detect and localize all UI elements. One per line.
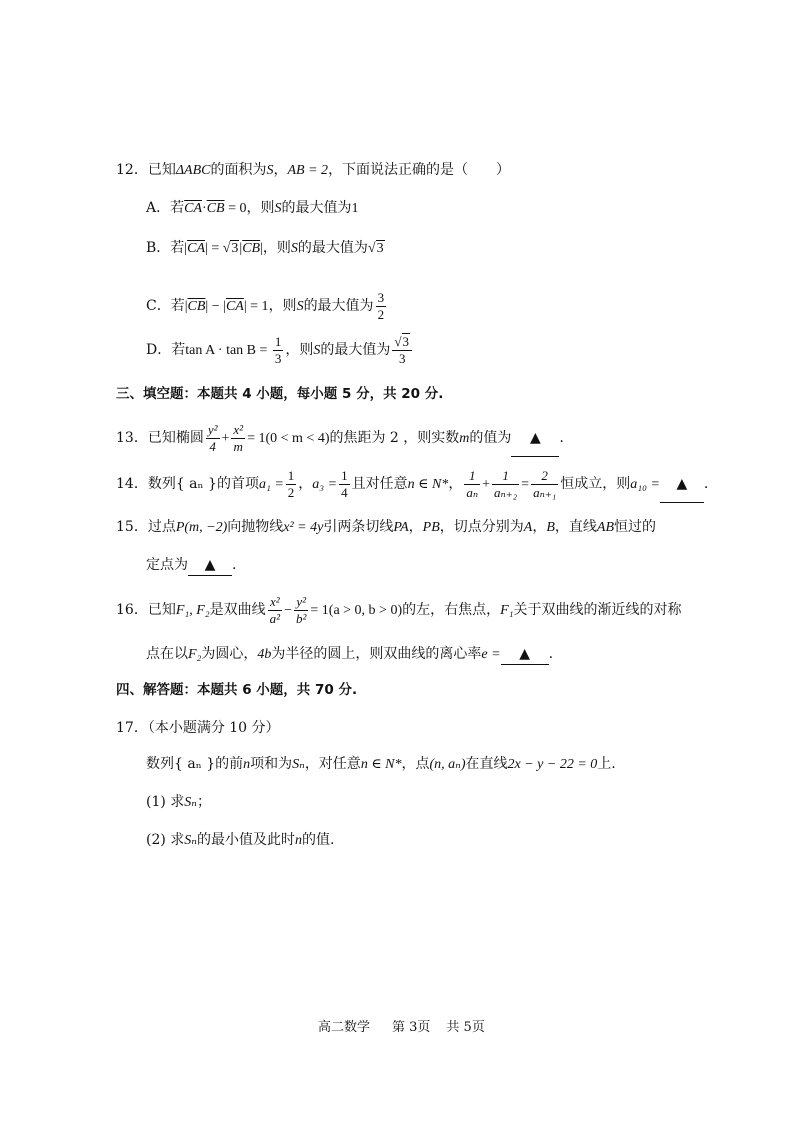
numerator: 1 bbox=[464, 468, 480, 485]
math: 1 bbox=[351, 201, 359, 216]
math: 2x − y − 22 = 0 bbox=[507, 757, 598, 772]
question-17-header bbox=[116, 718, 280, 738]
text: 求 bbox=[170, 832, 185, 848]
math: + bbox=[221, 431, 230, 446]
text: ，对任意 bbox=[304, 756, 361, 772]
math: a₁ = bbox=[258, 477, 284, 492]
text: 的最小值及此时 bbox=[196, 832, 295, 848]
fraction bbox=[268, 594, 282, 627]
text: 上. bbox=[597, 756, 616, 772]
text: 在直线 bbox=[465, 756, 508, 772]
math: Sₙ bbox=[292, 757, 305, 772]
numerator: 3 bbox=[377, 289, 385, 305]
math: S bbox=[266, 163, 274, 178]
text: 数列{ aₙ }的前 bbox=[146, 756, 244, 772]
denominator: aₙ₊₁ bbox=[533, 484, 557, 500]
math: Sₙ bbox=[184, 833, 197, 848]
answer-blank: ▲ bbox=[501, 644, 549, 665]
numerator: 1 bbox=[287, 467, 295, 483]
math: n bbox=[243, 757, 251, 772]
vector: $\overline{CA}$ bbox=[187, 241, 205, 256]
question-number: 16． bbox=[116, 602, 148, 618]
text: 若 bbox=[170, 298, 185, 314]
math: S bbox=[313, 343, 321, 358]
text: ，下面说法正确的是（ ） bbox=[328, 162, 511, 178]
math: B bbox=[546, 520, 555, 535]
text: 的左，右焦点， bbox=[402, 602, 501, 618]
text: ， bbox=[273, 162, 288, 178]
footer-subject: 高二数学 bbox=[318, 1020, 371, 1035]
denominator: b² bbox=[295, 610, 307, 626]
math: x² = 4y bbox=[283, 520, 324, 535]
question-15-line-1 bbox=[116, 517, 656, 538]
text: 若 bbox=[170, 240, 185, 256]
numerator: 2 bbox=[531, 468, 558, 485]
fraction bbox=[273, 334, 284, 367]
question-15-line-2 bbox=[146, 555, 236, 576]
text: ， bbox=[298, 476, 313, 492]
text: . bbox=[548, 646, 554, 662]
math: = bbox=[207, 241, 223, 256]
text: 引两条切线 bbox=[323, 519, 394, 535]
question-13 bbox=[116, 420, 564, 457]
question-12-option-b: B．若$|\overline{CA}| = √3|\overline{CB}|$，则S的最大值为√3 bbox=[146, 240, 384, 256]
text: ， bbox=[448, 476, 463, 492]
text: ； bbox=[196, 794, 211, 810]
text: ，点 bbox=[401, 756, 430, 772]
text: 为圆心， bbox=[201, 646, 258, 662]
math: ΔABC bbox=[175, 163, 211, 178]
fraction bbox=[286, 468, 297, 501]
fraction bbox=[531, 468, 558, 501]
footer-total-pages: 共 5页 bbox=[446, 1020, 485, 1035]
part-label: (1) bbox=[146, 794, 166, 810]
denominator: 2 bbox=[287, 484, 295, 500]
question-number: 12． bbox=[116, 162, 148, 178]
math: (n, aₙ) bbox=[429, 757, 466, 772]
numerator: x² bbox=[233, 421, 244, 437]
text: 数列{ aₙ }的首项 bbox=[147, 476, 259, 492]
text: 恒过的 bbox=[614, 519, 656, 535]
section-heading-fill-in: 三、填空题：本题共 4 小题，每小题 5 分，共 20 分. bbox=[116, 386, 444, 402]
math: = 1 bbox=[246, 299, 269, 314]
fraction bbox=[231, 422, 245, 455]
math: AB = 2 bbox=[287, 163, 329, 178]
question-12-option-c: C．若$|\overline{CB}| - |\overline{CA}| = 1$，则S的最大值为 $\frac{3}{2}$ bbox=[146, 289, 385, 322]
text: 且对任意 bbox=[351, 476, 408, 492]
footer-page-number: 第 3页 bbox=[392, 1020, 431, 1035]
denominator: 4 bbox=[209, 438, 216, 454]
vector: $\overline{CB}$ bbox=[206, 201, 225, 216]
denominator: aₙ bbox=[466, 484, 479, 500]
numerator: y² bbox=[207, 421, 218, 437]
text: ， bbox=[532, 519, 547, 535]
question-number: 15． bbox=[116, 519, 148, 535]
text: ，切点分别为 bbox=[439, 519, 524, 535]
math: AB bbox=[596, 520, 614, 535]
math: PB bbox=[422, 520, 440, 535]
text: 向抛物线 bbox=[227, 519, 284, 535]
text: ，则 bbox=[268, 298, 297, 314]
fraction: $\frac{√3}{3}$ bbox=[392, 334, 412, 367]
text: 已知 bbox=[147, 162, 176, 178]
numerator: 1 bbox=[274, 333, 282, 349]
text: 的最大值为 bbox=[320, 342, 391, 358]
denominator: a² bbox=[269, 610, 281, 626]
question-number: 14． bbox=[116, 476, 148, 492]
answer-blank: ▲ bbox=[511, 420, 559, 457]
question-number: 17． bbox=[116, 720, 148, 736]
math: = 1(0 < m < 4) bbox=[247, 431, 330, 446]
text: ，直线 bbox=[554, 519, 597, 535]
text: 定点为 bbox=[146, 557, 188, 573]
text: 的最大值为 bbox=[281, 200, 352, 216]
numerator: 1 bbox=[341, 467, 348, 483]
option-label: C． bbox=[146, 298, 171, 314]
question-17-stem bbox=[146, 754, 616, 775]
math: F₂ bbox=[188, 647, 202, 662]
denominator: 2 bbox=[377, 306, 385, 322]
text: 点在以 bbox=[146, 646, 188, 662]
text: 求 bbox=[170, 794, 185, 810]
numerator: y² bbox=[294, 594, 308, 611]
text: 恒成立，则 bbox=[560, 476, 631, 492]
math: e = bbox=[481, 647, 501, 662]
text: 的值. bbox=[301, 832, 335, 848]
math: = 1(a > 0, b > 0) bbox=[310, 603, 403, 618]
math: = 0 bbox=[224, 201, 247, 216]
text: ，则 bbox=[246, 200, 275, 216]
math: P(m, −2) bbox=[175, 520, 228, 535]
text: . bbox=[232, 557, 237, 573]
math: F₁ bbox=[500, 603, 514, 618]
question-12-option-d bbox=[146, 332, 414, 369]
text: . bbox=[559, 430, 564, 446]
vector: $\overline{CB}$ bbox=[242, 241, 261, 256]
math: F₁, F₂ bbox=[175, 603, 210, 618]
text: 已知椭圆 bbox=[147, 430, 204, 446]
text: . bbox=[703, 476, 709, 492]
radicand: 3 bbox=[402, 333, 410, 349]
radicand: 3 bbox=[231, 241, 239, 256]
option-label: D． bbox=[146, 342, 172, 358]
denominator: 3 bbox=[398, 350, 406, 366]
fraction bbox=[294, 594, 308, 627]
math: · bbox=[202, 201, 207, 216]
math: n bbox=[294, 833, 302, 848]
math: a₁₀ = bbox=[630, 477, 660, 492]
text: 关于双曲线的渐近线的对称 bbox=[513, 602, 682, 618]
part-label: (2) bbox=[146, 832, 166, 848]
fraction bbox=[376, 290, 387, 323]
fraction bbox=[339, 468, 350, 501]
answer-blank: ▲ bbox=[188, 555, 232, 576]
question-16-line-2 bbox=[146, 644, 553, 665]
text: 过点 bbox=[147, 519, 176, 535]
math: S bbox=[290, 241, 298, 256]
text: 若 bbox=[171, 342, 186, 358]
math: S bbox=[296, 299, 304, 314]
text: 若 bbox=[170, 200, 185, 216]
text: 的值为 bbox=[469, 430, 512, 446]
numerator: 1 bbox=[492, 468, 519, 485]
question-14 bbox=[116, 466, 708, 503]
text: 的最大值为 bbox=[303, 298, 374, 314]
question-17-part-2 bbox=[146, 830, 334, 851]
question-12-stem bbox=[116, 160, 510, 181]
math: 4b bbox=[257, 647, 272, 662]
denominator: 3 bbox=[274, 350, 282, 366]
question-17-part-1 bbox=[146, 792, 211, 813]
text: 为半径的圆上，则双曲线的离心率 bbox=[271, 646, 482, 662]
vector: $\overline{CA}$ bbox=[184, 201, 203, 216]
vector: $\overline{CA}$ bbox=[225, 299, 244, 314]
radicand: 3 bbox=[376, 241, 384, 256]
text: 项和为 bbox=[250, 756, 293, 772]
math: = bbox=[521, 477, 530, 492]
text: 是双曲线 bbox=[209, 602, 266, 618]
question-12-option-a bbox=[146, 198, 358, 219]
option-label: B． bbox=[146, 240, 171, 256]
fraction bbox=[464, 468, 480, 501]
text: ，则 bbox=[285, 342, 314, 358]
fraction bbox=[206, 422, 220, 455]
option-label: A． bbox=[146, 200, 171, 216]
math: − bbox=[208, 299, 224, 314]
math: − bbox=[284, 603, 292, 618]
text: 的面积为 bbox=[210, 162, 267, 178]
denominator: m bbox=[233, 438, 243, 454]
text: ， bbox=[408, 519, 423, 535]
math: S bbox=[274, 201, 282, 216]
section-heading-answer: 四、解答题：本题共 6 小题，共 70 分. bbox=[116, 682, 358, 698]
denominator: aₙ₊₂ bbox=[494, 484, 518, 500]
fraction bbox=[492, 468, 519, 501]
denominator: 4 bbox=[341, 484, 348, 500]
question-16-line-1 bbox=[116, 592, 682, 629]
math: n ∈ N* bbox=[407, 477, 449, 492]
math: m bbox=[459, 431, 470, 446]
score-note: （本小题满分 10 分） bbox=[147, 720, 280, 736]
numerator: x² bbox=[268, 594, 282, 611]
math: a₃ = bbox=[312, 477, 338, 492]
text: 已知 bbox=[147, 602, 176, 618]
vector: $\overline{CB}$ bbox=[187, 299, 206, 314]
text: ，则 bbox=[262, 240, 291, 256]
answer-blank: ▲ bbox=[660, 466, 704, 503]
math: n ∈ N* bbox=[360, 757, 402, 772]
question-number: 13． bbox=[116, 430, 148, 446]
math: Sₙ bbox=[184, 795, 197, 810]
math: + bbox=[482, 477, 490, 492]
page-footer bbox=[318, 1018, 485, 1038]
math: PA bbox=[393, 520, 409, 535]
math: tan A · tan B = bbox=[185, 343, 271, 358]
math: A bbox=[523, 520, 533, 535]
text: 的焦距为 2 ，则实数 bbox=[329, 430, 460, 446]
text: 的最大值为 bbox=[297, 240, 368, 256]
